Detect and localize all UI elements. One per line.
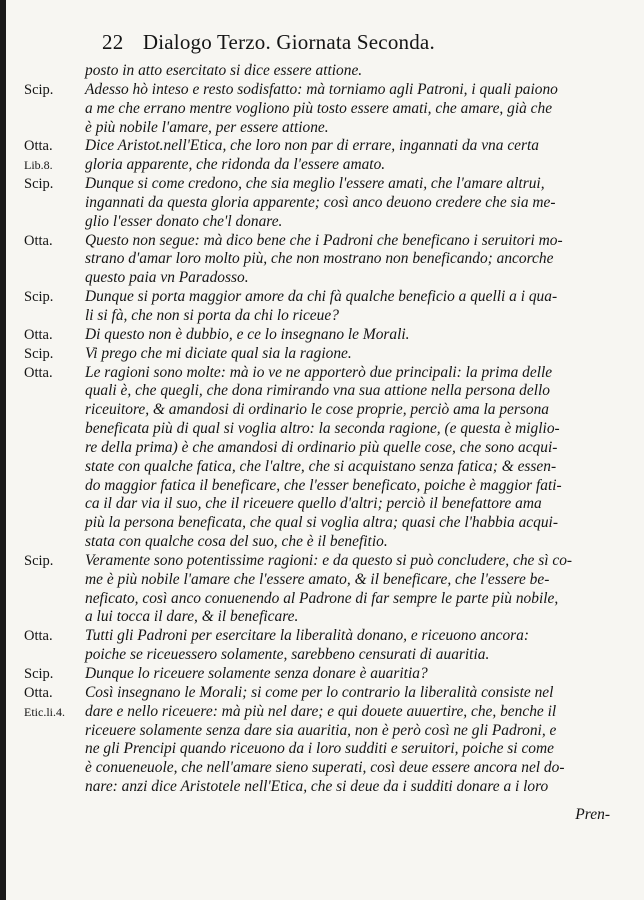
speaker-gutter: [24, 533, 85, 552]
line-text: è conueneuole, che nell'amare sieno superati, così deue essere ancora nel do-: [85, 759, 565, 777]
speaker-gutter: [24, 100, 85, 119]
text-line: [24, 759, 636, 778]
speaker-label: Otta.: [24, 684, 53, 701]
line-text: nare: anzi dice Aristotele nell'Etica, che si deue da i sudditi donare a i loro: [85, 778, 549, 796]
margin-note: Etic.li.4.: [24, 704, 65, 719]
printer-mark: [124, 812, 150, 814]
text-line: [24, 156, 636, 175]
speaker-gutter: [24, 269, 85, 288]
text-line: [24, 345, 636, 364]
text-line: [24, 326, 636, 345]
text-line: [24, 646, 636, 665]
line-text: stata con qualche cosa del suo, che è il benefitio.: [85, 533, 388, 551]
line-text: Di questo non è dubbio, e ce lo insegnano le Morali.: [85, 325, 410, 343]
speaker-label: Scip.: [24, 666, 54, 682]
speaker-gutter: [24, 382, 85, 401]
speaker-label: Otta.: [24, 364, 53, 381]
speaker-label: Scip.: [24, 289, 54, 306]
line-text: gloria apparente, che ridonda da l'essere amato.: [85, 156, 386, 174]
speaker-gutter: [24, 62, 85, 81]
catchword: Pren-: [575, 806, 610, 823]
dialogue-text: [24, 62, 636, 797]
text-line: [24, 778, 636, 797]
line-text: Adesso hò inteso e resto sodisfatto: mà torniamo agli Patroni, i quali paiono: [85, 80, 558, 98]
text-line: [24, 250, 636, 269]
text-line: [24, 194, 636, 213]
speaker-label: Scip.: [24, 552, 54, 569]
text-line: [24, 590, 636, 609]
speaker-gutter: [24, 194, 85, 213]
speaker-gutter: [24, 571, 85, 590]
margin-note: Lib.8.: [24, 158, 53, 173]
line-text: riceuere solamente senza dare sia auaritia, non è però così ne gli Padroni, e: [85, 721, 557, 739]
text-line: [24, 401, 636, 420]
text-line: [24, 552, 636, 571]
line-text: state con qualche fatica, che l'altre, che si acquistano senza fatica; & essen-: [85, 457, 557, 475]
speaker-gutter: [24, 420, 85, 439]
text-line: [24, 288, 636, 307]
line-text: Così insegnano le Morali; si come per lo contrario la liberalità consiste nel: [85, 683, 554, 701]
text-line: [24, 119, 636, 138]
line-text: posto in atto esercitato si dice essere attione.: [85, 62, 363, 79]
text-line: [24, 382, 636, 401]
speaker-gutter: [24, 307, 85, 326]
text-line: [24, 458, 636, 477]
line-text: ingannati da questa gloria apparente; così anco deuono credere che sia me-: [85, 193, 556, 211]
line-text: Dunque si come credono, che sia meglio l'essere amati, che l'amare altrui,: [85, 175, 545, 193]
line-text: ca il dar via il suo, che il riceuere quello d'altri; perciò il benefattore ama: [85, 495, 542, 513]
line-text: quali è, che quegli, che dona rimirando vna sua attione nella persona dello: [85, 382, 550, 400]
line-text: li si fà, che non si porta da chi lo riceue?: [85, 306, 339, 324]
line-text: questo paia vn Paradosso.: [85, 269, 249, 287]
speaker-label: Otta.: [24, 232, 53, 249]
speaker-label: Scip.: [24, 176, 54, 193]
line-text: ne gli Prencipi quando riceuono da i loro sudditi e seruitori, poiche si come: [85, 740, 554, 758]
line-text: è più nobile l'amare, per essere attione.: [85, 118, 329, 136]
line-text: a lui tocca il dare, & il beneficare.: [85, 608, 299, 626]
speaker-gutter: [24, 250, 85, 269]
text-line: [24, 364, 636, 383]
text-line: [24, 232, 636, 251]
text-line: [24, 62, 636, 81]
text-line: [24, 703, 636, 722]
text-line: [24, 627, 636, 646]
line-text: Tutti gli Padroni per esercitare la liberalità donano, e riceuono ancora:: [85, 627, 530, 645]
line-text: strano d'amar loro molto più, che non mostrano non beneficando; ancorche: [85, 250, 554, 268]
text-line: [24, 477, 636, 496]
text-line: [24, 213, 636, 232]
speaker-gutter: [24, 608, 85, 627]
text-line: [24, 722, 636, 741]
speaker-gutter: [24, 646, 85, 665]
speaker-gutter: [24, 759, 85, 778]
line-text: Le ragioni sono molte: mà io ve ne apporterò due principali: la prima delle: [85, 363, 553, 381]
speaker-label: Scip.: [24, 81, 54, 98]
text-line: [24, 420, 636, 439]
line-text: Dunque si porta maggior amore da chi fà qualche beneficio a quelli a i qua-: [85, 288, 558, 306]
text-line: [24, 269, 636, 288]
speaker-gutter: [24, 477, 85, 496]
line-text: re della prima) è che amandosi di ordinario più quelle cose, che sono acqui-: [85, 438, 558, 456]
text-line: [24, 608, 636, 627]
speaker-label: Otta.: [24, 628, 53, 645]
text-line: [24, 495, 636, 514]
page-number: 22: [102, 30, 124, 54]
text-line: [24, 307, 636, 326]
line-text: poiche se riceuessero solamente, sarebbeno censurati di auaritia.: [85, 646, 490, 664]
line-text: Questo non segue: mà dico bene che i Padroni che beneficano i seruitori mo-: [85, 231, 563, 249]
text-line: [24, 175, 636, 194]
text-line: [24, 665, 636, 684]
speaker-gutter: [24, 213, 85, 232]
speaker-label: Otta.: [24, 138, 53, 155]
speaker-gutter: [24, 722, 85, 741]
line-text: neficato, così anco conuenendo al Padrone di far sempre le parte più nobile,: [85, 589, 559, 607]
speaker-gutter: [24, 439, 85, 458]
line-text: più la persona beneficata, che qual si voglia altra; quasi che l'habbia acqui-: [85, 514, 558, 532]
line-text: Vi prego che mi diciate qual sia la ragione.: [85, 344, 352, 362]
line-text: do maggior fatica il beneficare, che l'esser beneficato, poiche è maggior fati-: [85, 476, 562, 494]
text-line: [24, 439, 636, 458]
speaker-gutter: [24, 590, 85, 609]
speaker-gutter: [24, 514, 85, 533]
text-line: [24, 533, 636, 552]
speaker-gutter: [24, 401, 85, 420]
text-line: [24, 571, 636, 590]
speaker-gutter: [24, 119, 85, 138]
text-line: [24, 514, 636, 533]
line-text: glio l'esser donato che'l donare.: [85, 212, 283, 230]
speaker-label: Otta.: [24, 326, 53, 343]
running-header: [102, 30, 614, 55]
text-line: [24, 100, 636, 119]
text-line: [24, 81, 636, 100]
line-text: Veramente sono potentissime ragioni: e da questo si può concludere, che sì co-: [85, 551, 573, 569]
text-line: [24, 740, 636, 759]
speaker-gutter: [24, 740, 85, 759]
speaker-gutter: [24, 458, 85, 477]
line-text: Dice Aristot.nell'Etica, che loro non par di errare, ingannati da vna certa: [85, 137, 540, 155]
speaker-gutter: [24, 778, 85, 797]
line-text: me è più nobile l'amare che l'essere amato, & il beneficare, che l'essere be-: [85, 570, 550, 588]
text-line: [24, 684, 636, 703]
line-text: beneficata più di qual si voglia altro: la seconda ragione, (e questa è miglio-: [85, 420, 560, 438]
page-title: Dialogo Terzo. Giornata Seconda.: [142, 30, 435, 54]
speaker-label: Scip.: [24, 345, 54, 362]
speaker-gutter: [24, 495, 85, 514]
line-text: a me che errano mentre vogliono più tosto essere amati, che amare, già che: [85, 99, 553, 117]
text-line: [24, 137, 636, 156]
line-text: dare e nello riceuere: mà più nel dare; e qui douete auuertire, che, benche il: [85, 702, 557, 720]
line-text: Dunque lo riceuere solamente senza donare è auaritia?: [85, 665, 428, 682]
line-text: riceuitore, & amandosi di ordinario le cose proprie, perciò ama la persona: [85, 401, 550, 419]
